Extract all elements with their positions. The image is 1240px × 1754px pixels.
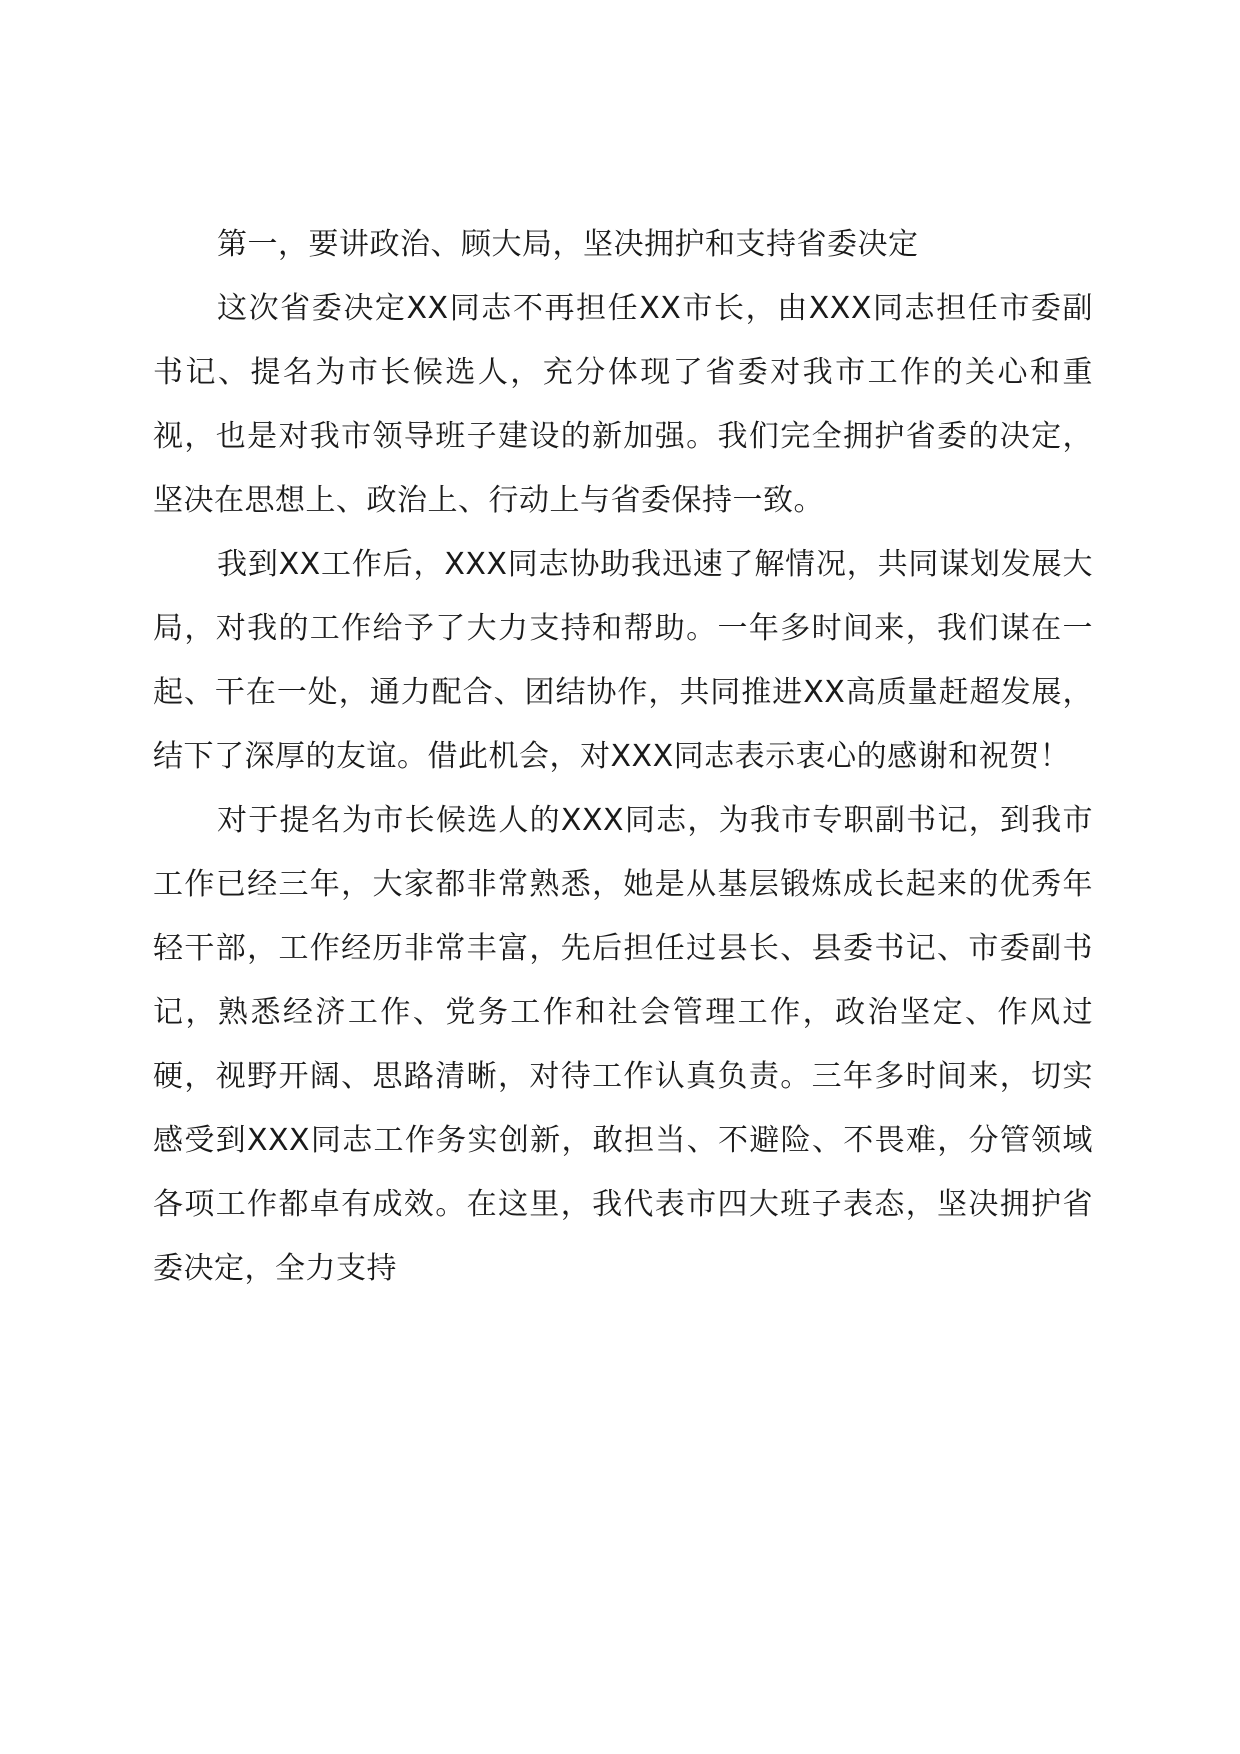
document-body bbox=[153, 213, 1093, 1301]
section-heading: 第一，要讲政治、顾大局，坚决拥护和支持省委决定 bbox=[217, 227, 919, 262]
paragraph-2: 我到XX工作后，XXX同志协助我迅速了解情况，共同谋划发展大局，对我的工作给予了大力支持和帮助。一年多时间来，我们谋在一起、干在一处，通力配合、团结协作，共同推进XX高质量赶超发展，结下了深厚的友谊。借此机会，对XXX同志表示衷心的感谢和祝贺！ bbox=[153, 547, 1093, 774]
paragraph-3: 对于提名为市长候选人的XXX同志，为我市专职副书记，到我市工作已经三年，大家都非常熟悉，她是从基层锻炼成长起来的优秀年轻干部，工作经历非常丰富，先后担任过县长、县委书记、市委副书记，熟悉经济工作、党务工作和社会管理工作，政治坚定、作风过硬，视野开阔、思路清晰，对待工作认真负责。三年多时间来，切实感受到XXX同志工作务实创新，敢担当、不避险、不畏难，分管领域各项工作都卓有成效。在这里，我代表市四大班子表态，坚决拥护省委决定，全力支持 bbox=[153, 803, 1093, 1286]
paragraph-1: 这次省委决定XX同志不再担任XX市长，由XXX同志担任市委副书记、提名为市长候选人，充分体现了省委对我市工作的关心和重视，也是对我市领导班子建设的新加强。我们完全拥护省委的决定，坚决在思想上、政治上、行动上与省委保持一致。 bbox=[153, 291, 1093, 518]
